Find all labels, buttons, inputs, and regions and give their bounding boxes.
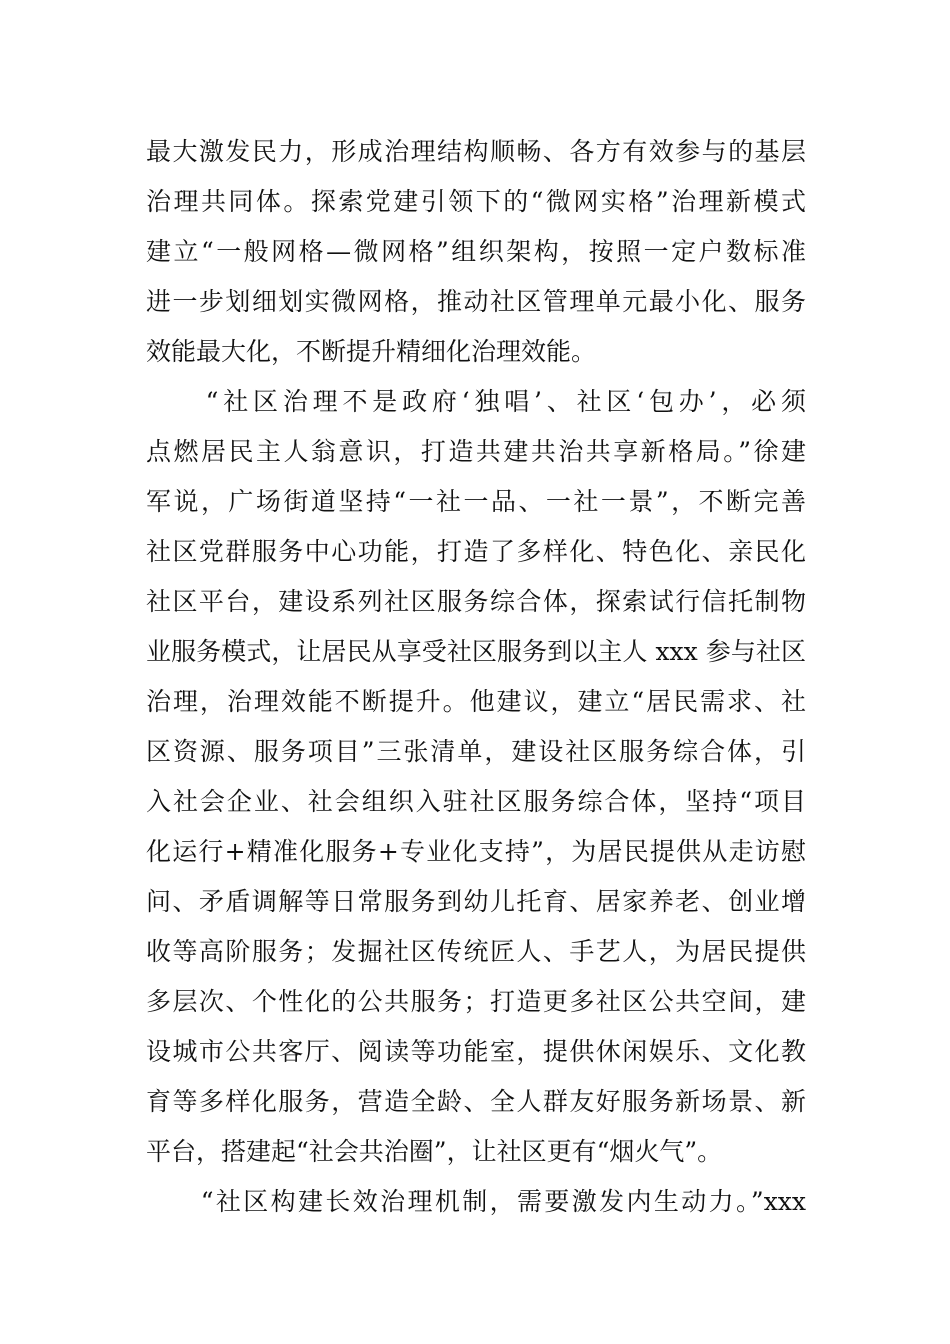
text-line: 军说，广场街道坚持“一社一品、一社一景”，不断完善 xyxy=(146,487,806,516)
text-line: 建立“一般网格—微网格”组织架构，按照一定户数标准 xyxy=(146,237,806,266)
text-line: 设城市公共客厅、阅读等功能室，提供休闲娱乐、文化教 xyxy=(146,1037,806,1066)
text-line: 最大激发民力，形成治理结构顺畅、各方有效参与的基层 xyxy=(146,137,806,166)
text-line: 平台，搭建起“社会共治圈”，让社区更有“烟火气”。 xyxy=(146,1137,723,1166)
text-line: 治理共同体。探索党建引领下的“微网实格”治理新模式 xyxy=(146,187,806,216)
text-line: “社区治理不是政府‘独唱’、社区‘包办’，必须 xyxy=(146,387,806,416)
text-line: 收等高阶服务；发掘社区传统匠人、手艺人，为居民提供 xyxy=(146,937,806,966)
text-line: 问、矛盾调解等日常服务到幼儿托育、居家养老、创业增 xyxy=(146,887,806,916)
text-line: 社区平台，建设系列社区服务综合体，探索试行信托制物 xyxy=(146,587,806,616)
text-line: 治理，治理效能不断提升。他建议，建立“居民需求、社 xyxy=(146,687,806,716)
text-line: 业服务模式，让居民从享受社区服务到以主人 xxx 参与社区 xyxy=(146,637,806,666)
text-line: 效能最大化，不断提升精细化治理效能。 xyxy=(146,337,597,366)
text-line: 点燃居民主人翁意识，打造共建共治共享新格局。”徐建 xyxy=(146,437,806,466)
text-line: “社区构建长效治理机制，需要激发内生动力。”xxx xyxy=(146,1187,806,1216)
text-line: 区资源、服务项目”三张清单，建设社区服务综合体，引 xyxy=(146,737,806,766)
text-line: 化运行+精准化服务+专业化支持”，为居民提供从走访慰 xyxy=(146,837,806,866)
text-line: 多层次、个性化的公共服务；打造更多社区公共空间，建 xyxy=(146,987,806,1016)
text-line: 入社会企业、社会组织入驻社区服务综合体，坚持“项目 xyxy=(146,787,806,816)
text-line: 育等多样化服务，营造全龄、全人群友好服务新场景、新 xyxy=(146,1087,806,1116)
text-line: 进一步划细划实微网格，推动社区管理单元最小化、服务 xyxy=(146,287,806,316)
text-line: 社区党群服务中心功能，打造了多样化、特色化、亲民化 xyxy=(146,537,806,566)
